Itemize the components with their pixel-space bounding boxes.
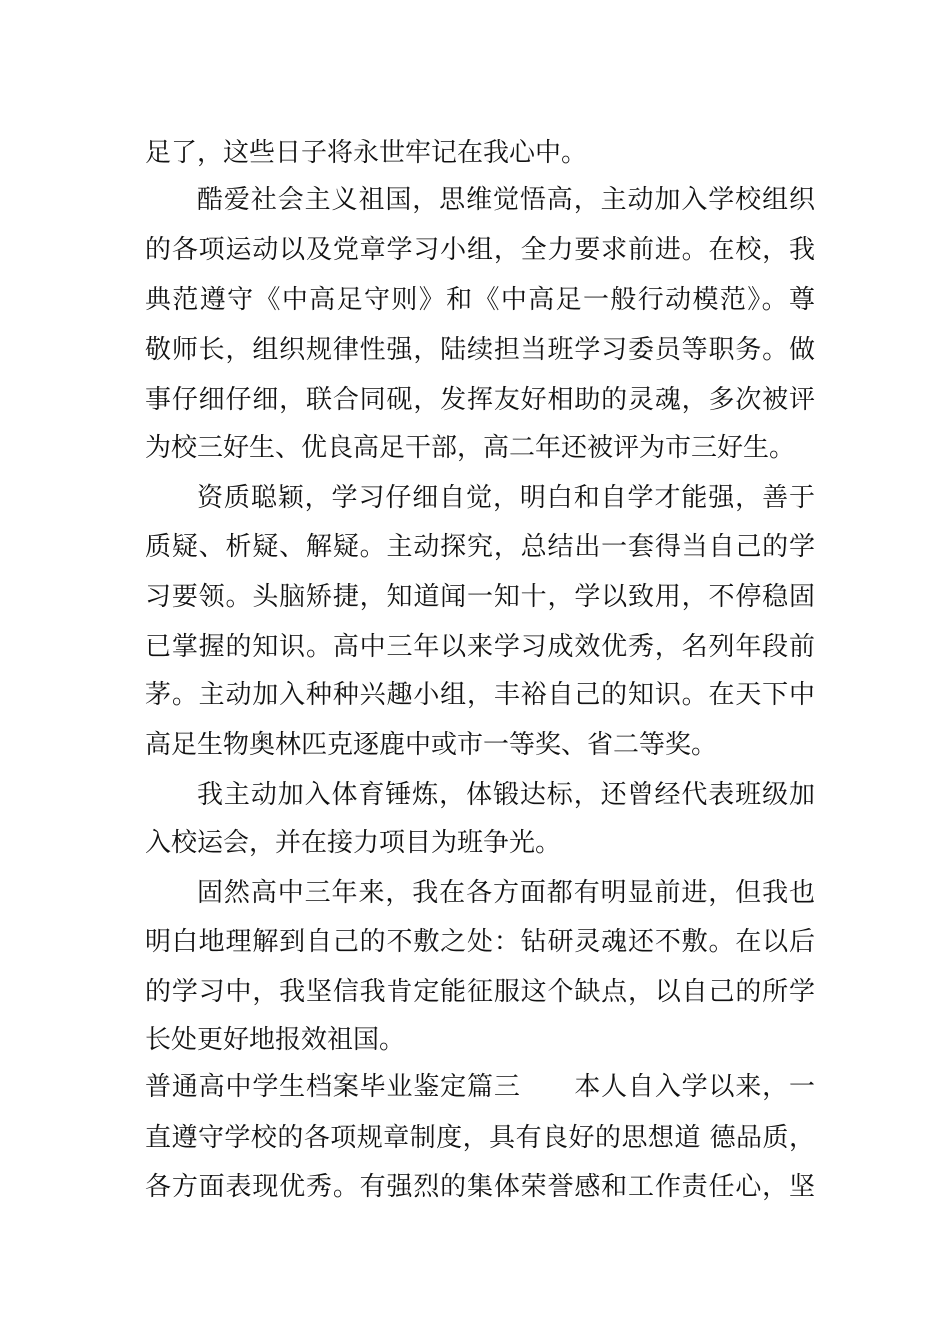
text-line: 直遵守学校的各项规章制度，具有良好的思想道 德品质， bbox=[145, 1123, 815, 1153]
section-heading-line: 普通高中学生档案毕业鉴定篇三 本人自入学以来，一 bbox=[145, 1072, 815, 1102]
text-line: 典范遵守《中高足守则》和《中高足一般行动模范》。尊 bbox=[145, 285, 815, 315]
text-line: 质疑、析疑、解疑。主动探究，总结出一套得当自己的学 bbox=[145, 532, 815, 562]
text-line: 习要领。头脑矫捷，知道闻一知十，学以致用，不停稳固 bbox=[145, 582, 815, 612]
paragraph-start-line: 我主动加入体育锤炼，体锻达标，还曾经代表班级加 bbox=[197, 780, 815, 810]
text-line: 入校运会，并在接力项目为班争光。 bbox=[145, 828, 562, 858]
text-line: 各方面表现优秀。有强烈的集体荣誉感和工作责任心，坚 bbox=[145, 1172, 815, 1202]
text-line: 为校三好生、优良高足干部，高二年还被评为市三好生。 bbox=[145, 433, 796, 463]
text-line: 敬师长，组织规律性强，陆续担当班学习委员等职务。做 bbox=[145, 335, 815, 365]
text-line: 明白地理解到自己的不敷之处：钻研灵魂还不敷。在以后 bbox=[145, 927, 815, 957]
paragraph-start-line: 资质聪颖，学习仔细自觉，明白和自学才能强，善于 bbox=[197, 483, 815, 513]
paragraph-start-line: 酷爱社会主义祖国，思维觉悟高，主动加入学校组织 bbox=[197, 185, 815, 215]
text-line: 已掌握的知识。高中三年以来学习成效优秀，名列年段前 bbox=[145, 632, 815, 662]
text-line: 的学习中，我坚信我肯定能征服这个缺点，以自己的所学 bbox=[145, 977, 815, 1007]
text-line: 茅。主动加入种种兴趣小组，丰裕自己的知识。在天下中 bbox=[145, 680, 815, 710]
paragraph-start-line: 固然高中三年来，我在各方面都有明显前进，但我也 bbox=[197, 878, 815, 908]
text-line: 的各项运动以及党章学习小组，全力要求前进。在校，我 bbox=[145, 235, 815, 265]
text-line: 长处更好地报效祖国。 bbox=[145, 1025, 406, 1055]
text-line: 事仔细仔细，联合同砚，发挥友好相助的灵魂，多次被评 bbox=[145, 385, 815, 415]
text-line: 高足生物奥林匹克逐鹿中或市一等奖、省二等奖。 bbox=[145, 730, 718, 760]
text-line: 足了，这些日子将永世牢记在我心中。 bbox=[145, 138, 588, 168]
